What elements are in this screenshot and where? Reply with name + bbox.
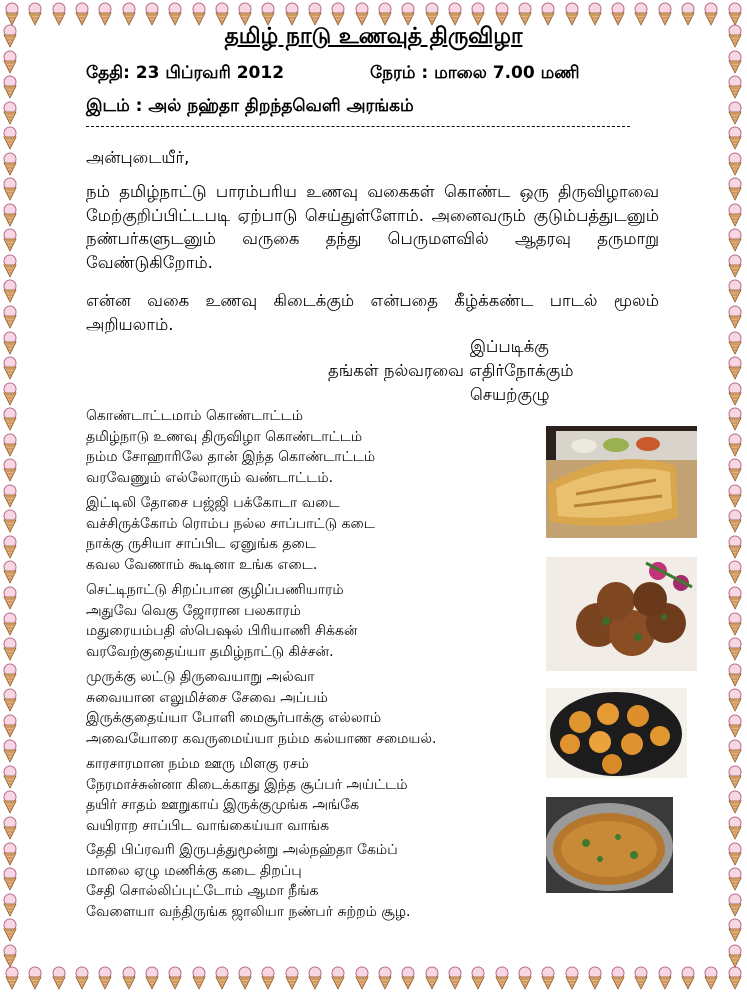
- verse-line: சுவையான எலுமிச்சை சேவை அப்பம்: [86, 689, 328, 706]
- ice-cream-cone-icon: [2, 509, 18, 533]
- ice-cream-cone-icon: [214, 966, 230, 990]
- ice-cream-cone-icon: [727, 484, 743, 508]
- ice-cream-cone-icon: [727, 739, 743, 763]
- ice-cream-cone-icon: [727, 842, 743, 866]
- ice-cream-cone-icon: [727, 407, 743, 431]
- ice-cream-cone-icon: [307, 2, 323, 26]
- verse-2: [86, 493, 546, 575]
- paniyaram-photo: [546, 688, 687, 778]
- verse-line: காரசாரமான நம்ம ஊரு மிளகு ரசம்: [86, 756, 309, 772]
- ice-cream-cone-icon: [2, 893, 18, 917]
- ice-cream-cone-icon: [330, 966, 346, 990]
- ice-cream-cone-icon: [727, 944, 743, 968]
- ice-cream-cone-icon: [470, 966, 486, 990]
- verse-4: [86, 667, 546, 749]
- ice-cream-cone-icon: [2, 254, 18, 278]
- ice-cream-cone-icon: [727, 254, 743, 278]
- ice-cream-cone-icon: [727, 50, 743, 74]
- verse-line: செட்டிநாட்டு சிறப்பான குழிப்பணியாரம்: [86, 582, 344, 598]
- rasam-photo: [546, 797, 673, 893]
- ice-cream-cone-icon: [2, 279, 18, 303]
- ice-cream-cone-icon: [447, 2, 463, 26]
- ice-cream-cone-icon: [727, 305, 743, 329]
- ice-cream-cone-icon: [2, 637, 18, 661]
- ice-cream-cone-icon: [2, 560, 18, 584]
- ice-cream-cone-icon: [727, 152, 743, 176]
- ice-cream-cone-icon: [727, 433, 743, 457]
- signature-line-2: தங்கள் நல்வரவை எதிர்நோக்கும்: [328, 361, 574, 380]
- signature-line-1: இப்படிக்கு: [470, 337, 549, 356]
- ice-cream-cone-icon: [727, 893, 743, 917]
- intro-paragraph: நம் தமிழ்நாட்டு பாரம்பரிய உணவு வகைகள் கொண்ட ஒரு திருவிழாவை மேற்குறிப்பிட்டபடி ஏற்பாடு செய்துள்ளோம். அனைவரும் குடும்பத்துடனும் நண்பர்களுடனும் வருகை தந்து பெருமளவில் ஆதரவு தருமாறு வேண்டுகிறோம்.: [86, 182, 659, 272]
- song-intro-paragraph: என்ன வகை உணவு கிடைக்கும் என்பதை கீழ்க்கண்ட பாடல் மூலம் அறியலாம்.: [86, 291, 659, 334]
- ice-cream-cone-icon: [703, 2, 719, 26]
- ice-cream-cone-icon: [2, 867, 18, 891]
- ice-cream-cone-icon: [27, 2, 43, 26]
- ice-cream-cone-icon: [727, 228, 743, 252]
- ice-cream-cone-icon: [260, 966, 276, 990]
- ice-cream-cone-icon: [2, 407, 18, 431]
- ice-cream-cone-icon: [494, 2, 510, 26]
- ice-cream-cone-icon: [727, 918, 743, 942]
- ice-cream-cone-icon: [727, 765, 743, 789]
- ice-cream-cone-icon: [564, 2, 580, 26]
- ice-cream-cone-icon: [2, 305, 18, 329]
- ice-cream-cone-icon: [610, 2, 626, 26]
- ice-cream-cone-icon: [167, 2, 183, 26]
- ice-cream-cone-icon: [2, 382, 18, 406]
- ice-cream-cone-icon: [727, 279, 743, 303]
- ice-cream-cone-icon: [377, 2, 393, 26]
- verse-line: கொண்டாட்டமாம் கொண்டாட்டம்: [86, 408, 304, 424]
- page-title: தமிழ் நாடு உணவுத் திருவிழா: [224, 24, 523, 49]
- ice-cream-cone-icon: [2, 535, 18, 559]
- verse-line: வேளையா வந்திருங்க ஜாலியா நண்பர் சுற்றம் சூழ.: [86, 903, 411, 920]
- ice-cream-cone-icon: [2, 688, 18, 712]
- ice-cream-cone-icon: [727, 203, 743, 227]
- ice-cream-cone-icon: [587, 966, 603, 990]
- ice-cream-cone-icon: [727, 2, 743, 26]
- ice-cream-cone-icon: [97, 2, 113, 26]
- ice-cream-cone-icon: [610, 966, 626, 990]
- border-left: [2, 24, 20, 968]
- verse-line: கவல வேணாம் கூடினா உங்க எடை.: [86, 556, 318, 573]
- ice-cream-cone-icon: [121, 966, 137, 990]
- ice-cream-cone-icon: [191, 2, 207, 26]
- ice-cream-cone-icon: [494, 966, 510, 990]
- ice-cream-cone-icon: [727, 509, 743, 533]
- ice-cream-cone-icon: [237, 2, 253, 26]
- ice-cream-cone-icon: [680, 966, 696, 990]
- ice-cream-cone-icon: [633, 2, 649, 26]
- verse-line: தேதி பிப்ரவரி இருபத்துமூன்று அல்நஹ்தா கேம்ப்: [86, 842, 398, 858]
- ice-cream-cone-icon: [2, 918, 18, 942]
- ice-cream-cone-icon: [727, 75, 743, 99]
- ice-cream-cone-icon: [400, 2, 416, 26]
- ice-cream-cone-icon: [2, 75, 18, 99]
- ice-cream-cone-icon: [2, 433, 18, 457]
- ice-cream-cone-icon: [2, 816, 18, 840]
- ice-cream-cone-icon: [727, 101, 743, 125]
- verse-line: நம்ம சோஹாரிலே தான் இந்த கொண்டாட்டம்: [86, 449, 376, 465]
- ice-cream-cone-icon: [424, 966, 440, 990]
- ice-cream-cone-icon: [400, 966, 416, 990]
- ice-cream-cone-icon: [587, 2, 603, 26]
- ice-cream-cone-icon: [191, 966, 207, 990]
- ice-cream-cone-icon: [2, 458, 18, 482]
- vada-photo: [546, 557, 697, 671]
- ice-cream-cone-icon: [97, 966, 113, 990]
- verse-line: இருக்குதைய்யா போளி மைசூர்பாக்கு எல்லாம்: [86, 710, 382, 726]
- ice-cream-cone-icon: [2, 663, 18, 687]
- divider: [86, 126, 630, 127]
- ice-cream-cone-icon: [2, 228, 18, 252]
- ice-cream-cone-icon: [2, 331, 18, 355]
- ice-cream-cone-icon: [377, 966, 393, 990]
- ice-cream-cone-icon: [727, 714, 743, 738]
- ice-cream-cone-icon: [51, 966, 67, 990]
- signature-line-3: செயற்குழு: [470, 385, 550, 404]
- ice-cream-cone-icon: [330, 2, 346, 26]
- verse-1: [86, 406, 546, 488]
- ice-cream-cone-icon: [2, 842, 18, 866]
- ice-cream-cone-icon: [2, 944, 18, 968]
- ice-cream-cone-icon: [4, 2, 20, 26]
- ice-cream-cone-icon: [2, 356, 18, 380]
- verse-line: முருக்கு லட்டு திருவையாறு அல்வா: [86, 669, 315, 685]
- border-bottom: [0, 966, 747, 992]
- ice-cream-cone-icon: [144, 966, 160, 990]
- ice-cream-cone-icon: [2, 484, 18, 508]
- ice-cream-cone-icon: [727, 382, 743, 406]
- verse-3: [86, 580, 546, 662]
- ice-cream-cone-icon: [2, 126, 18, 150]
- ice-cream-cone-icon: [167, 966, 183, 990]
- ice-cream-cone-icon: [703, 966, 719, 990]
- ice-cream-cone-icon: [354, 2, 370, 26]
- ice-cream-cone-icon: [51, 2, 67, 26]
- ice-cream-cone-icon: [517, 2, 533, 26]
- ice-cream-cone-icon: [727, 663, 743, 687]
- ice-cream-cone-icon: [2, 790, 18, 814]
- border-right: [727, 24, 745, 968]
- ice-cream-cone-icon: [564, 966, 580, 990]
- verse-line: வரவேணும் எல்லோரும் வண்டாட்டம்.: [86, 469, 334, 486]
- ice-cream-cone-icon: [260, 2, 276, 26]
- ice-cream-cone-icon: [447, 966, 463, 990]
- ice-cream-cone-icon: [680, 2, 696, 26]
- verse-line: தயிர் சாதம் ஊறுகாய் இருக்குமுங்க அங்கே: [86, 797, 360, 813]
- ice-cream-cone-icon: [727, 688, 743, 712]
- dosa-photo: [546, 426, 697, 538]
- verse-line: தமிழ்நாடு உணவு திருவிழா கொண்டாட்டம்: [86, 428, 363, 445]
- ice-cream-cone-icon: [284, 966, 300, 990]
- ice-cream-cone-icon: [727, 331, 743, 355]
- verse-5: [86, 754, 546, 836]
- verse-line: இட்டிலி தோசை பஜ்ஜி பக்கோடா வடை: [86, 495, 340, 511]
- verse-line: நேரமாச்சுன்னா கிடைக்காது இந்த சூப்பர் அய்ட்டம்: [86, 776, 408, 793]
- ice-cream-cone-icon: [74, 966, 90, 990]
- ice-cream-cone-icon: [354, 966, 370, 990]
- ice-cream-cone-icon: [2, 50, 18, 74]
- verse-line: நாக்கு ருசியா சாப்பிட ஏனுங்க தடை: [86, 536, 316, 552]
- ice-cream-cone-icon: [727, 586, 743, 610]
- ice-cream-cone-icon: [4, 966, 20, 990]
- ice-cream-cone-icon: [727, 356, 743, 380]
- event-time: நேரம் : மாலை 7.00 மணி: [370, 63, 580, 83]
- ice-cream-cone-icon: [307, 966, 323, 990]
- ice-cream-cone-icon: [470, 2, 486, 26]
- verse-6: [86, 840, 546, 922]
- ice-cream-cone-icon: [2, 739, 18, 763]
- ice-cream-cone-icon: [540, 966, 556, 990]
- ice-cream-cone-icon: [727, 867, 743, 891]
- verse-line: அதுவே வெகு ஜோரான பலகாரம்: [86, 602, 301, 619]
- ice-cream-cone-icon: [727, 177, 743, 201]
- ice-cream-cone-icon: [144, 2, 160, 26]
- verse-line: வச்சிருக்கோம் ரொம்ப நல்ல சாப்பாட்டு கடை: [86, 515, 375, 532]
- ice-cream-cone-icon: [657, 966, 673, 990]
- ice-cream-cone-icon: [633, 966, 649, 990]
- ice-cream-cone-icon: [2, 765, 18, 789]
- ice-cream-cone-icon: [2, 177, 18, 201]
- ice-cream-cone-icon: [2, 586, 18, 610]
- verse-line: மாலை ஏழு மணிக்கு கடை திறப்பு: [86, 862, 302, 879]
- ice-cream-cone-icon: [540, 2, 556, 26]
- ice-cream-cone-icon: [727, 126, 743, 150]
- ice-cream-cone-icon: [2, 203, 18, 227]
- ice-cream-cone-icon: [2, 101, 18, 125]
- event-venue: இடம் : அல் நஹ்தா திறந்தவெளி அரங்கம்: [86, 96, 414, 116]
- greeting: அன்புடையீர்,: [86, 148, 190, 167]
- ice-cream-cone-icon: [727, 458, 743, 482]
- ice-cream-cone-icon: [74, 2, 90, 26]
- ice-cream-cone-icon: [2, 152, 18, 176]
- verse-line: வரவேற்குதைய்யா தமிழ்நாட்டு கிச்சன்.: [86, 643, 334, 660]
- ice-cream-cone-icon: [517, 966, 533, 990]
- verse-line: மதுரையம்பதி ஸ்பெஷல் பிரியாணி சிக்கன்: [86, 623, 358, 639]
- ice-cream-cone-icon: [727, 966, 743, 990]
- ice-cream-cone-icon: [424, 2, 440, 26]
- ice-cream-cone-icon: [727, 560, 743, 584]
- ice-cream-cone-icon: [657, 2, 673, 26]
- verse-line: சேதி சொல்லிப்புட்டோம் ஆமா நீங்க: [86, 883, 319, 899]
- ice-cream-cone-icon: [214, 2, 230, 26]
- ice-cream-cone-icon: [2, 612, 18, 636]
- ice-cream-cone-icon: [727, 612, 743, 636]
- event-date: தேதி: 23 பிப்ரவரி 2012: [86, 63, 285, 83]
- verse-line: அவையோரை கவருமைய்யா நம்ம கல்யாண சமையல்.: [86, 730, 437, 747]
- ice-cream-cone-icon: [237, 966, 253, 990]
- ice-cream-cone-icon: [284, 2, 300, 26]
- ice-cream-cone-icon: [727, 535, 743, 559]
- ice-cream-cone-icon: [727, 790, 743, 814]
- verse-line: வயிராற சாப்பிட வாங்கைய்யா வாங்க: [86, 817, 330, 834]
- ice-cream-cone-icon: [727, 816, 743, 840]
- ice-cream-cone-icon: [2, 714, 18, 738]
- ice-cream-cone-icon: [121, 2, 137, 26]
- ice-cream-cone-icon: [27, 966, 43, 990]
- ice-cream-cone-icon: [727, 637, 743, 661]
